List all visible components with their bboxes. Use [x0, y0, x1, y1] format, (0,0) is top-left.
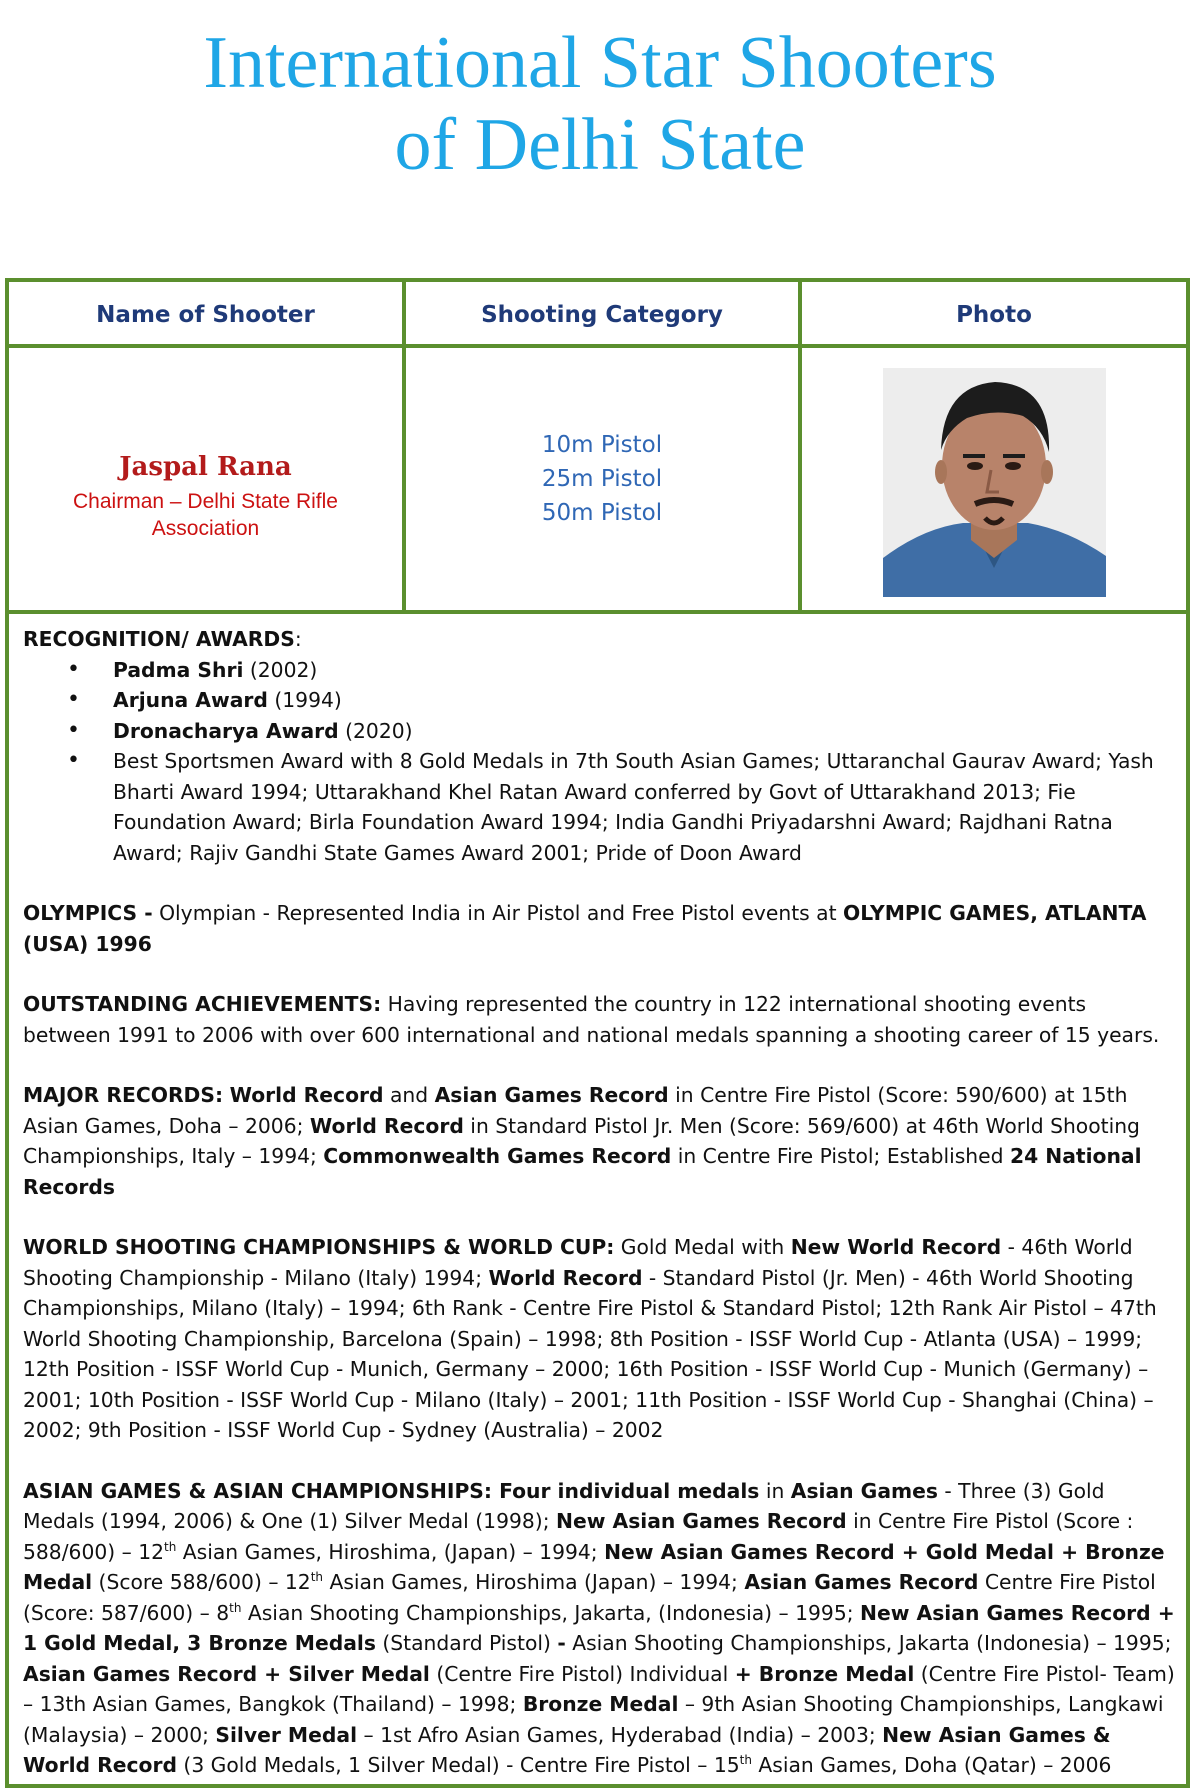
- asian-text: – 1st Afro Asian Games, Hyderabad (India) – 2003;: [357, 1722, 883, 1747]
- asian-text: (3 Gold Medals, 1 Silver Medal) - Centre Fire Pistol – 15: [176, 1753, 740, 1777]
- outstanding-label: OUTSTANDING ACHIEVEMENTS:: [23, 992, 382, 1016]
- shooter-name: Jaspal Rana: [119, 452, 292, 482]
- olympics-event: OLYMPIC GAMES, ATLANTA (USA) 1996: [23, 901, 1147, 956]
- asian-text: – 9th Asian Shooting Championships, Langkawi (Malaysia) – 2000;: [23, 1692, 1164, 1747]
- page-title: [0, 22, 1200, 186]
- asian-highlight: New Asian Games Record: [556, 1509, 847, 1533]
- asian-text: (Standard Pistol): [375, 1631, 558, 1655]
- award-year: (2020): [338, 718, 413, 743]
- shooter-photo: [883, 368, 1106, 597]
- info-divider: [9, 610, 1186, 614]
- asian-text: (Centre Fire Pistol) Individual: [429, 1661, 735, 1686]
- header-shooting-category: Shooting Category: [481, 302, 723, 328]
- ordinal-suffix: th: [164, 1539, 177, 1554]
- asian-highlight: New Asian Games & World Record: [23, 1722, 1111, 1777]
- outstanding-section: [23, 989, 1178, 1050]
- awards-section-heading: [23, 624, 1178, 655]
- shooter-profile-table: [5, 278, 1190, 1788]
- ordinal-suffix: th: [739, 1753, 752, 1768]
- major-records-label: MAJOR RECORDS:: [23, 1083, 224, 1107]
- asian-text: (Centre Fire Pistol- Team) – 13th Asian Games, Bangkok (Thailand) – 1998;: [23, 1661, 1175, 1716]
- award-year: (1994): [267, 688, 342, 712]
- shooter-name-cell: [9, 348, 402, 610]
- asian-text: - Three (3) Gold Medals (1994, 2006) & One (1) Silver Medal (1998);: [23, 1478, 1105, 1533]
- olympics-label: OLYMPICS -: [23, 901, 153, 925]
- award-year: (2002): [243, 657, 318, 682]
- asian-text: Asian Shooting Championships, Jakarta (Indonesia) – 1995;: [565, 1631, 1172, 1655]
- shooter-biography: [23, 624, 1178, 1788]
- column-divider-2: [798, 282, 802, 610]
- portrait-illustration: [883, 368, 1106, 597]
- category-list: [406, 428, 798, 530]
- list-item: [113, 746, 1178, 868]
- record-highlight: World Record: [309, 1113, 464, 1138]
- asian-highlight: New Asian Games Record + Gold Medal + Bronze Medal: [23, 1539, 1165, 1594]
- asian-highlight: -: [557, 1631, 566, 1655]
- asian-text: Asian Games, Hiroshima (Japan) – 1994;: [323, 1570, 745, 1594]
- awards-heading-colon: :: [294, 627, 302, 651]
- asian-text: Centre Fire Pistol (Score: 587/600) – 8: [23, 1570, 1156, 1625]
- list-item: [113, 685, 1178, 716]
- award-name: Arjuna Award: [113, 688, 268, 712]
- photo-cell: [802, 348, 1186, 610]
- record-highlight: World Record: [229, 1083, 384, 1107]
- awards-list: [23, 655, 1178, 869]
- asian-text: in: [759, 1478, 791, 1503]
- world-highlight: World Record: [488, 1265, 643, 1290]
- world-text: Gold Medal with: [614, 1235, 791, 1259]
- header-cell-category: [406, 282, 798, 347]
- outstanding-text: Having represented the country in 122 international shooting events between 1991 to 2006 with over 600 international and national medals spanning a shooting career of 15 years.: [23, 992, 1160, 1047]
- world-championships-section: [23, 1232, 1178, 1446]
- category-item: 25m Pistol: [541, 466, 663, 492]
- asian-highlight: Asian Games Record + Silver Medal: [23, 1661, 430, 1686]
- header-name-of-shooter: Name of Shooter: [96, 302, 315, 328]
- record-highlight: 24 National Records: [23, 1144, 1142, 1199]
- ordinal-suffix: th: [229, 1600, 242, 1615]
- title-line-2: of Delhi State: [394, 104, 806, 186]
- header-cell-photo: [802, 282, 1186, 347]
- olympics-text: Olympian - Represented India in Air Pistol and Free Pistol events at: [152, 901, 843, 925]
- awards-heading: RECOGNITION/ AWARDS: [23, 627, 295, 651]
- asian-highlight: Asian Games: [790, 1478, 938, 1503]
- asian-label: ASIAN GAMES & ASIAN CHAMPIONSHIPS:: [23, 1478, 493, 1503]
- world-highlight: New World Record: [790, 1235, 1002, 1259]
- asian-games-section: [23, 1476, 1178, 1781]
- list-item: [113, 716, 1178, 747]
- asian-highlight: Asian Games Record: [744, 1570, 979, 1594]
- shooter-info-row: [9, 348, 1186, 610]
- record-text: in Centre Fire Pistol (Score: 590/600) at 15th Asian Games, Doha – 2006;: [23, 1083, 1128, 1138]
- column-divider-1: [402, 282, 406, 610]
- world-text: - 46th World Shooting Championship - Milano (Italy) 1994;: [23, 1235, 1133, 1290]
- record-text: in Centre Fire Pistol; Established: [671, 1144, 1010, 1168]
- shooting-category-cell: [406, 348, 798, 610]
- asian-text: Asian Shooting Championships, Jakarta, (Indonesia) – 1995;: [241, 1600, 861, 1625]
- record-highlight: Commonwealth Games Record: [323, 1144, 672, 1168]
- olympics-section: [23, 898, 1178, 959]
- list-item: [113, 655, 1178, 686]
- record-highlight: Asian Games Record: [434, 1083, 669, 1107]
- header-photo: Photo: [956, 302, 1032, 328]
- category-item: 50m Pistol: [541, 500, 663, 526]
- ordinal-suffix: th: [310, 1570, 324, 1585]
- record-text: in Standard Pistol Jr. Men (Score: 569/600) at 46th World Shooting Championships, Italy – 1994;: [23, 1113, 1140, 1168]
- asian-highlight: Four individual medals: [492, 1478, 760, 1503]
- asian-text: Asian Games, Hiroshima, (Japan) – 1994;: [176, 1539, 605, 1564]
- table-header-row: [9, 282, 1186, 347]
- other-awards-text: Best Sportsmen Award with 8 Gold Medals in 7th South Asian Games; Uttaranchal Gaurav Award; Yash Bharti Award 1994; Uttarakhand Khel Ratan Award conferred by Govt of Uttarakhand 2013; Fie Foundation Award; Birla Foundation Award 1994; India Gandhi Priyadarshni Award; Rajdhani Ratna Award; Rajiv Gandhi State Games Award 2001; Pride of Doon Award: [113, 749, 1154, 865]
- title-line-1: International Star Shooters: [203, 22, 997, 104]
- award-name: Padma Shri: [113, 657, 244, 682]
- asian-text: (Score 588/600) – 12: [92, 1570, 311, 1594]
- asian-highlight: + Bronze Medal: [734, 1661, 915, 1686]
- award-name: Dronacharya Award: [113, 718, 339, 743]
- record-text: and: [383, 1083, 435, 1107]
- asian-text: in Centre Fire Pistol (Score : 588/600) – 12: [23, 1509, 1134, 1564]
- asian-highlight: Bronze Medal: [522, 1692, 679, 1716]
- world-label: WORLD SHOOTING CHAMPIONSHIPS & WORLD CUP:: [23, 1235, 615, 1259]
- header-cell-name: [9, 282, 402, 347]
- world-text: - Standard Pistol (Jr. Men) - 46th World Shooting Championships, Milano (Italy) – 1994; 6th Rank - Centre Fire Pistol & Standard Pistol; 12th Rank Air Pistol – 47th World Shooting Championship, Barcelona (Spain) – 1998; 8th Position - ISSF World Cup - Atlanta (USA) – 1999; 12th Position - ISSF World Cup - Munich, Germany – 2000; 16th Position - ISSF World Cup - Munich (Germany) – 2001; 10th Position - ISSF World Cup - Milano (Italy) – 2001; 11th Position - ISSF World Cup - Shanghai (China) – 2002; 9th Position - ISSF World Cup - Sydney (Australia) – 2002: [23, 1265, 1157, 1442]
- shooter-role: Chairman – Delhi State Rifle Association: [73, 490, 338, 540]
- asian-highlight: New Asian Games Record + 1 Gold Medal, 3 Bronze Medals: [23, 1600, 1175, 1655]
- asian-highlight: Silver Medal: [215, 1722, 358, 1747]
- asian-text: Asian Games, Doha (Qatar) – 2006: [751, 1753, 1112, 1777]
- category-item: 10m Pistol: [541, 432, 663, 458]
- major-records-section: [23, 1080, 1178, 1202]
